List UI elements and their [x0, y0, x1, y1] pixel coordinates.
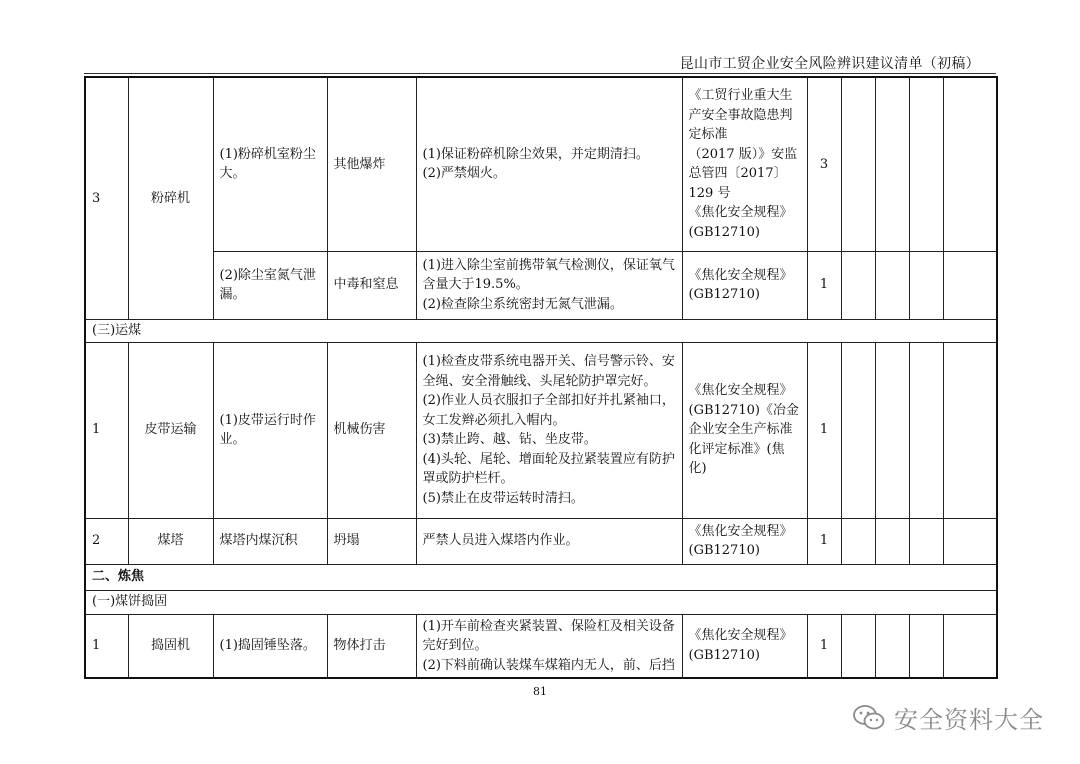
section-title: (三)运煤 — [85, 319, 997, 342]
empty-cell — [909, 251, 943, 319]
watermark — [852, 700, 1044, 735]
wechat-icon — [852, 704, 886, 732]
control-measures: (1)进入除尘室前携带氧气检测仪，保证氧气含量大于19.5%。 (2)检查除尘系统密封无氮气泄漏。 — [416, 251, 682, 319]
regulation-basis: 《工贸行业重大生产安全事故隐患判定标准 （2017 版）》安监总管四〔2017〕129 号 《焦化安全规程》(GB12710) — [682, 77, 807, 251]
accident-type: 中毒和窒息 — [327, 251, 416, 319]
hazard-cell: 煤塔内煤沉积 — [213, 518, 327, 564]
table-row — [85, 614, 997, 678]
empty-cell — [841, 77, 875, 251]
row-number: 1 — [85, 614, 128, 678]
row-number: 2 — [85, 518, 128, 564]
chapter-title: 二、炼焦 — [85, 564, 997, 590]
regulation-basis: 《焦化安全规程》(GB12710) — [682, 614, 807, 678]
empty-cell — [875, 614, 909, 678]
accident-type: 物体打击 — [327, 614, 416, 678]
empty-cell — [875, 77, 909, 251]
row-number: 1 — [85, 342, 128, 518]
accident-type: 坍塌 — [327, 518, 416, 564]
empty-cell — [943, 614, 997, 678]
watermark-text: 安全资料大全 — [894, 706, 1044, 734]
item-name: 粉碎机 — [128, 77, 213, 319]
header-rule — [84, 73, 996, 74]
page-number: 81 — [533, 685, 547, 698]
table-row — [85, 342, 997, 518]
item-name: 捣固机 — [128, 614, 213, 678]
table-row — [85, 77, 997, 251]
empty-cell — [909, 518, 943, 564]
empty-cell — [875, 342, 909, 518]
empty-cell — [841, 251, 875, 319]
empty-cell — [943, 342, 997, 518]
risk-level: 1 — [807, 614, 841, 678]
empty-cell — [943, 251, 997, 319]
section-row — [85, 590, 997, 614]
hazard-cell: (1)皮带运行时作业。 — [213, 342, 327, 518]
accident-type: 其他爆炸 — [327, 77, 416, 251]
regulation-basis: 《焦化安全规程》(GB12710)《冶金企业安全生产标准化评定标准》(焦化) — [682, 342, 807, 518]
control-measures: (1)检查皮带系统电器开关、信号警示铃、安全绳、安全滑触线、头尾轮防护罩完好。 (2)作业人员衣服扣子全部扣好并扎紧袖口，女工发辫必须扎入帽内。 (3)禁止跨、越、钻、坐皮带。 (4)头轮、尾轮、增面轮及拉紧装置应有防护罩或防护栏杆。 (5)禁止在皮带运转时清扫。 — [416, 342, 682, 518]
empty-cell — [943, 518, 997, 564]
empty-cell — [943, 77, 997, 251]
item-name: 皮带运输 — [128, 342, 213, 518]
section-title: (一)煤饼捣固 — [85, 590, 997, 614]
hazard-cell: (1)粉碎机室粉尘大。 — [213, 77, 327, 251]
control-measures: 严禁人员进入煤塔内作业。 — [416, 518, 682, 564]
regulation-basis: 《焦化安全规程》(GB12710) — [682, 251, 807, 319]
hazard-cell: (1)捣固锤坠落。 — [213, 614, 327, 678]
empty-cell — [909, 342, 943, 518]
hazard-cell: (2)除尘室氮气泄漏。 — [213, 251, 327, 319]
risk-level: 1 — [807, 518, 841, 564]
empty-cell — [875, 518, 909, 564]
section-row — [85, 319, 997, 342]
control-measures: (1)开车前检查夹紧装置、保险杠及相关设备完好到位。 (2)下料前确认装煤车煤箱内无人，前、后挡 — [416, 614, 682, 678]
section-row — [85, 564, 997, 590]
empty-cell — [841, 342, 875, 518]
empty-cell — [875, 251, 909, 319]
item-name: 煤塔 — [128, 518, 213, 564]
regulation-basis: 《焦化安全规程》(GB12710) — [682, 518, 807, 564]
table-row — [85, 518, 997, 564]
control-measures: (1)保证粉碎机除尘效果，并定期清扫。 (2)严禁烟火。 — [416, 77, 682, 251]
document-header-title: 昆山市工贸企业安全风险辨识建议清单（初稿） — [679, 56, 980, 72]
row-number: 3 — [85, 77, 128, 319]
empty-cell — [841, 614, 875, 678]
empty-cell — [841, 518, 875, 564]
empty-cell — [909, 614, 943, 678]
accident-type: 机械伤害 — [327, 342, 416, 518]
risk-level: 1 — [807, 251, 841, 319]
empty-cell — [909, 77, 943, 251]
risk-level: 3 — [807, 77, 841, 251]
risk-level: 1 — [807, 342, 841, 518]
table-row — [85, 251, 997, 319]
risk-table — [84, 76, 998, 679]
